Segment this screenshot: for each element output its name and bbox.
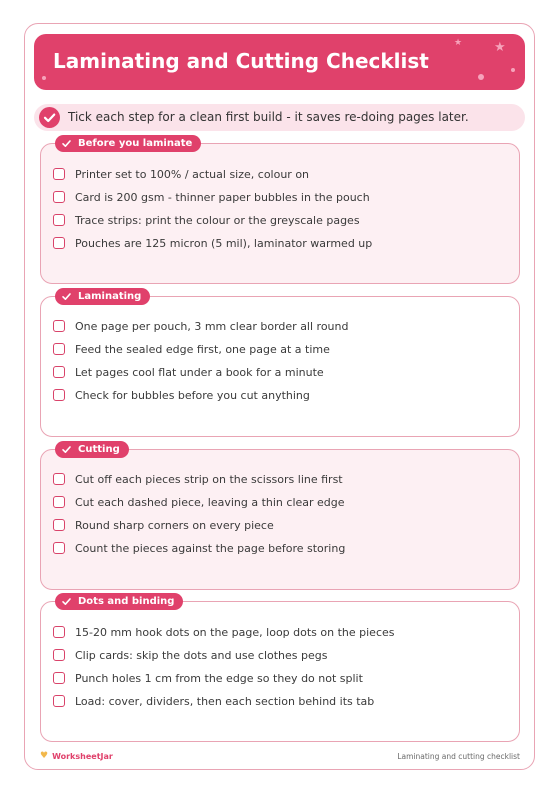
footer-brand — [40, 751, 113, 761]
checklist-item — [53, 670, 363, 686]
check-icon — [61, 291, 72, 302]
checkbox-icon[interactable] — [53, 168, 65, 180]
checklist-item-text: Printer set to 100% / actual size, colour on — [75, 167, 310, 181]
checklist-item — [53, 387, 310, 403]
checklist-item — [53, 471, 343, 487]
checklist-item — [53, 364, 324, 380]
checklist-item — [53, 540, 345, 556]
checklist-item-text: Cut each dashed piece, leaving a thin clear edge — [75, 495, 345, 509]
checklist-item-text: Count the pieces against the page before storing — [75, 541, 346, 555]
brand-name: WorksheetJar — [52, 751, 113, 761]
section-tab — [55, 135, 201, 152]
section-tab — [55, 441, 129, 458]
checklist-item-text: Load: cover, dividers, then each section behind its tab — [75, 694, 375, 708]
checkbox-icon[interactable] — [53, 237, 65, 249]
checklist-item-text: Feed the sealed edge first, one page at a time — [75, 342, 330, 356]
check-icon — [61, 444, 72, 455]
checkbox-icon[interactable] — [53, 496, 65, 508]
checklist-item — [53, 235, 372, 251]
checklist-item-text: 15-20 mm hook dots on the page, loop dots on the pieces — [75, 625, 395, 639]
checkbox-icon[interactable] — [53, 695, 65, 707]
checklist-item — [53, 517, 274, 533]
checkbox-icon[interactable] — [53, 320, 65, 332]
decorative-dot — [511, 68, 515, 72]
checklist-item — [53, 166, 309, 182]
checkbox-icon[interactable] — [53, 214, 65, 226]
section-tab — [55, 288, 150, 305]
checkbox-icon[interactable] — [53, 519, 65, 531]
decorative-dot — [478, 74, 484, 80]
section-tab — [55, 593, 183, 610]
star-icon: ★ — [454, 38, 463, 48]
checklist-item-text: Pouches are 125 micron (5 mil), laminator warmed up — [75, 236, 373, 250]
checkbox-icon[interactable] — [53, 473, 65, 485]
checklist-item — [53, 624, 395, 640]
checkbox-icon[interactable] — [53, 366, 65, 378]
checklist-item — [53, 212, 360, 228]
checklist-item — [53, 647, 327, 663]
check-icon — [61, 138, 72, 149]
checklist-item-text: Trace strips: print the colour or the greyscale pages — [75, 213, 360, 227]
checklist-item-text: Check for bubbles before you cut anything — [75, 388, 310, 402]
checklist-item-text: Card is 200 gsm - thinner paper bubbles in the pouch — [75, 190, 370, 204]
page-title: Laminating and Cutting Checklist — [53, 49, 429, 73]
heart-icon: ♥ — [40, 751, 49, 761]
checkbox-icon[interactable] — [53, 672, 65, 684]
footer-caption: Laminating and cutting checklist — [397, 752, 520, 761]
header-banner — [34, 34, 525, 90]
checkbox-icon[interactable] — [53, 626, 65, 638]
checkbox-icon[interactable] — [53, 343, 65, 355]
section-tab-label: Cutting — [78, 444, 120, 455]
checklist-item — [53, 189, 370, 205]
checklist-item — [53, 318, 348, 334]
checkbox-icon[interactable] — [53, 389, 65, 401]
checklist-item-text: Punch holes 1 cm from the edge so they do not split — [75, 671, 363, 685]
section-tab-label: Laminating — [78, 291, 142, 302]
checklist-item-text: One page per pouch, 3 mm clear border all round — [75, 319, 349, 333]
checklist-item-text: Clip cards: skip the dots and use clothes pegs — [75, 648, 328, 662]
intro-banner — [34, 104, 525, 131]
check-circle-icon — [39, 107, 60, 128]
checklist-item — [53, 341, 330, 357]
checkbox-icon[interactable] — [53, 191, 65, 203]
intro-text: Tick each step for a clean first build - it saves re-doing pages later. — [68, 110, 469, 124]
checklist-item-text: Let pages cool flat under a book for a minute — [75, 365, 324, 379]
decorative-dot — [42, 76, 46, 80]
star-icon: ★ — [494, 40, 506, 55]
checkbox-icon[interactable] — [53, 649, 65, 661]
check-icon — [61, 596, 72, 607]
checklist-item — [53, 494, 345, 510]
checklist-item — [53, 693, 374, 709]
checklist-item-text: Cut off each pieces strip on the scissors line first — [75, 472, 343, 486]
checkbox-icon[interactable] — [53, 542, 65, 554]
checklist-item-text: Round sharp corners on every piece — [75, 518, 274, 532]
section-tab-label: Dots and binding — [78, 596, 175, 607]
section-tab-label: Before you laminate — [78, 138, 193, 149]
